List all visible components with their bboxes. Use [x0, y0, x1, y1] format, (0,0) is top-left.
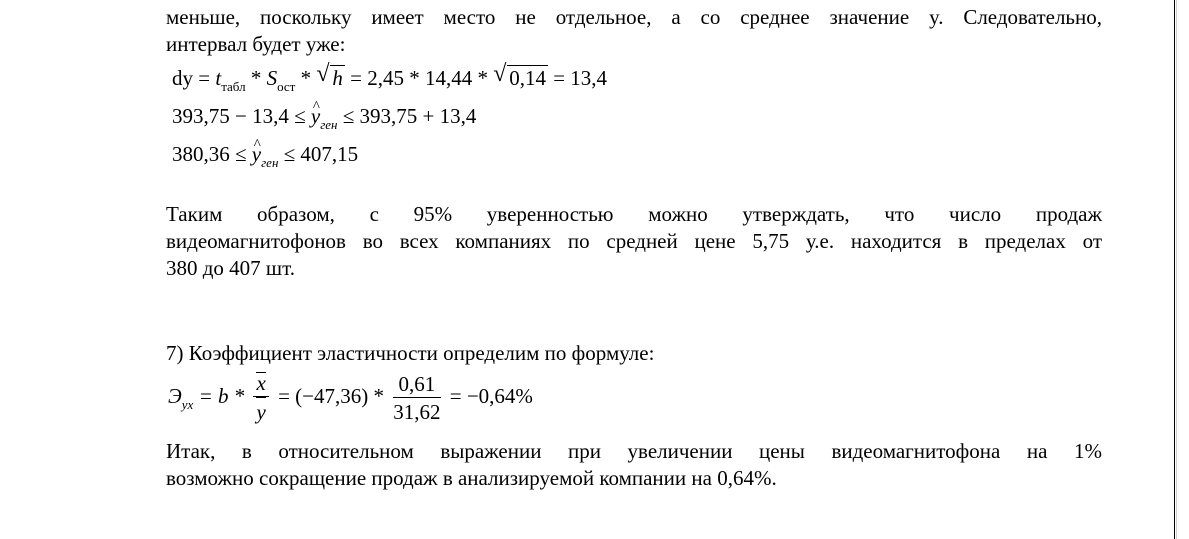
paragraph-elasticity-conclusion [166, 438, 1102, 492]
elasticity-sub: yx [181, 396, 194, 412]
equation-elasticity [168, 370, 533, 426]
section-7-heading: 7) Коэффициент эластичности определим по формуле: [166, 341, 655, 365]
eq-result: = 13,4 [553, 66, 608, 90]
text-line: 380 до 407 шт. [166, 256, 295, 280]
text-line: возможно сокращение продаж в анализируемой компании на 0,64%. [166, 466, 777, 490]
eq3-right: ≤ 407,15 [283, 142, 359, 166]
eq3-left: 380,36 ≤ [172, 142, 247, 166]
y-bar: y [256, 397, 265, 426]
eq2-left: 393,75 − 13,4 ≤ [172, 104, 306, 128]
equation-interval [172, 104, 476, 137]
fraction-numerator: 0,61 [393, 371, 440, 398]
y-hat: ^ y [311, 104, 320, 128]
text-line: Таким образом, с 95% уверенностью можно утверждать, что число продаж [166, 202, 1102, 226]
eq-middle: = 2,45 * 14,44 * [350, 66, 488, 90]
fraction-values [393, 371, 440, 426]
x-bar: x [256, 371, 266, 395]
eq-t: t [215, 66, 222, 90]
sqrt-h: √ h [316, 61, 343, 90]
eq4-mid: = (−47,36) * [278, 383, 384, 408]
text-line: интервал будет уже: [166, 32, 346, 56]
text-line: меньше, поскольку имеет место не отдельное, а со среднее значение y. Следовательно, [166, 5, 1102, 29]
y-hat-sub: ген [261, 155, 279, 170]
eq2-right: ≤ 393,75 + 13,4 [342, 104, 477, 128]
equation-dy: dy = $t_{табл} * S_{ост}$ * √ h = 2,45 * 14,44 * √ 0,14 = 13,4 [172, 61, 608, 94]
text-line: видеомагнитофонов во всех компаниях по средней цене 5,75 у.е. находится в пределах от [166, 229, 1102, 253]
eq-t-sub: табл [221, 79, 246, 94]
eq-s-sub: ост [277, 79, 296, 94]
eq4-b: = b * [198, 383, 245, 408]
fraction-x-over-y [253, 370, 268, 426]
y-hat: ^ y [252, 142, 261, 166]
elasticity-symbol: Э [168, 383, 182, 408]
paragraph-conclusion [166, 201, 1102, 282]
fraction-denominator: 31,62 [393, 399, 441, 424]
eq-s: S [266, 66, 278, 90]
sqrt-value: √ 0,14 [493, 61, 546, 90]
y-hat-sub: ген [320, 117, 338, 132]
window-edge [1176, 0, 1189, 539]
paragraph-intro [166, 4, 1102, 58]
eq-lhs: dy [172, 66, 193, 90]
eq4-result: = −0,64% [449, 383, 533, 408]
equation-interval-result [172, 142, 358, 175]
text-line: Итак, в относительном выражении при увеличении цены видеомагнитофона на 1% [166, 439, 1102, 463]
